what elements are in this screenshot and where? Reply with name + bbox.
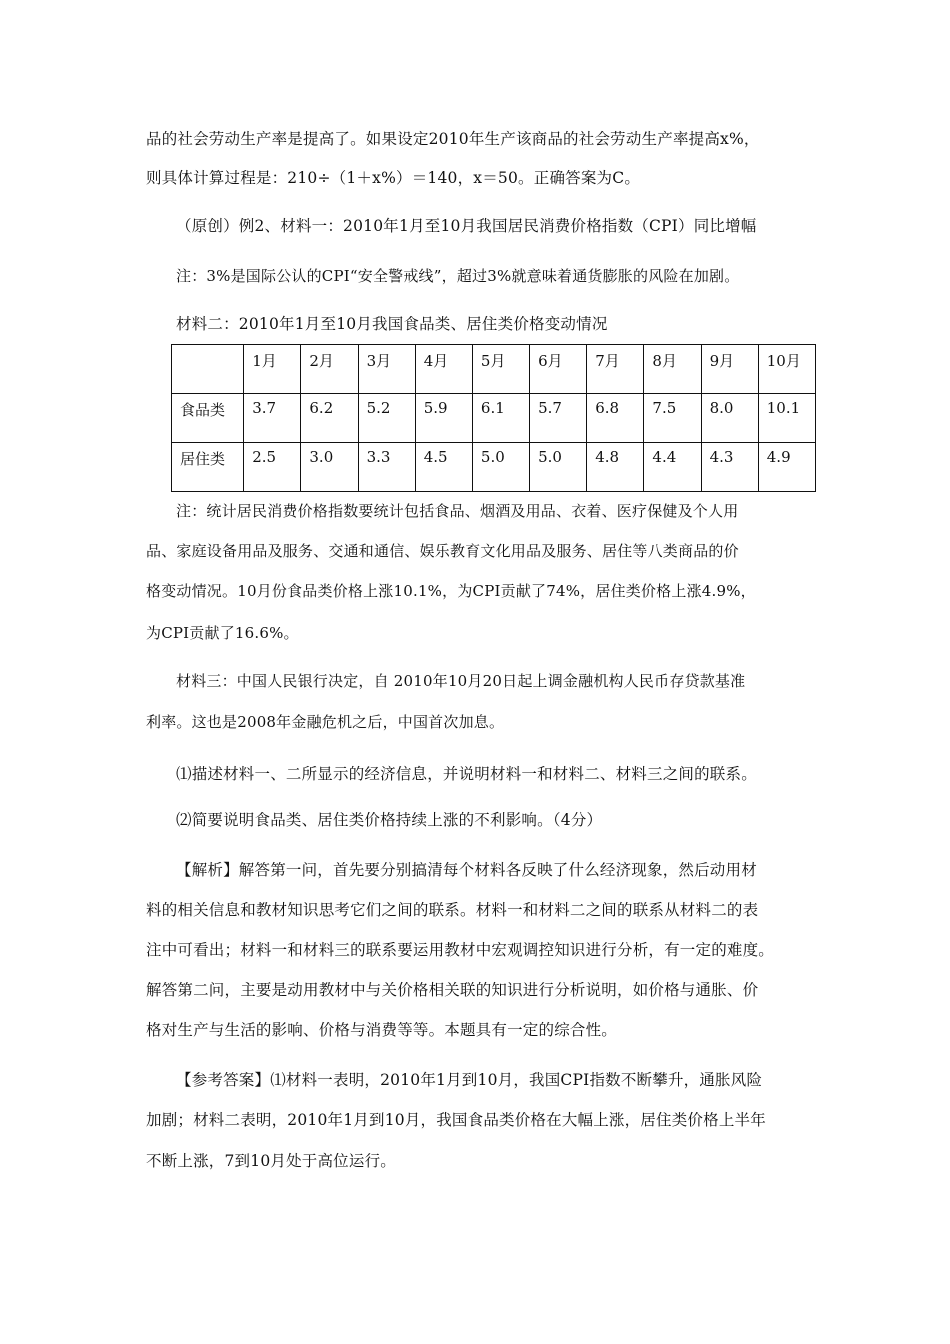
month-header: 10月 — [758, 345, 815, 394]
month-header: 3月 — [358, 345, 415, 394]
table-cell: 10.1 — [758, 394, 815, 443]
material2-title: 材料二：2010年1月至10月我国食品类、居住类价格变动情况 — [176, 315, 608, 333]
table-corner-cell — [172, 345, 244, 394]
paragraph-line: 品、家庭设备用品及服务、交通和通信、娱乐教育文化用品及服务、居住等八类商品的价 — [146, 542, 739, 560]
table-cell: 4.5 — [415, 443, 472, 492]
month-header: 9月 — [701, 345, 758, 394]
table-cell: 2.5 — [244, 443, 301, 492]
table-cell: 6.1 — [472, 394, 529, 443]
month-header: 8月 — [644, 345, 701, 394]
table-cell: 5.9 — [415, 394, 472, 443]
table-cell: 7.5 — [644, 394, 701, 443]
row-label-housing: 居住类 — [172, 443, 244, 492]
paragraph-line: 为CPI贡献了16.6%。 — [146, 624, 299, 642]
price-table — [171, 344, 816, 492]
paragraph-line: 品的社会劳动生产率是提高了。如果设定2010年生产该商品的社会劳动生产率提高x%， — [146, 130, 760, 148]
table-cell: 4.8 — [587, 443, 644, 492]
table-cell: 8.0 — [701, 394, 758, 443]
table-cell: 4.9 — [758, 443, 815, 492]
example-title: （原创）例2、材料一：2010年1月至10月我国居民消费价格指数（CPI）同比增幅 — [176, 217, 757, 235]
note-cpi: 注：3%是国际公认的CPI“安全警戒线”，超过3%就意味着通货膨胀的风险在加剧。 — [176, 267, 740, 285]
table-row-housing — [172, 443, 816, 492]
table-row-food — [172, 394, 816, 443]
table-cell: 4.4 — [644, 443, 701, 492]
row-label-food: 食品类 — [172, 394, 244, 443]
question-1: ⑴描述材料一、二所显示的经济信息，并说明材料一和材料二、材料三之间的联系。 — [176, 765, 757, 783]
analysis-paragraph: 【解析】解答第一问，首先要分别搞清每个材料各反映了什么经济现象，然后动用材 — [176, 861, 757, 879]
table-cell: 5.7 — [530, 394, 587, 443]
month-header: 2月 — [301, 345, 358, 394]
table-cell: 6.2 — [301, 394, 358, 443]
note-statistics: 注：统计居民消费价格指数要统计包括食品、烟酒及用品、衣着、医疗保健及个人用 — [176, 502, 739, 520]
paragraph-line: 利率。这也是2008年金融危机之后，中国首次加息。 — [146, 713, 505, 731]
answer-paragraph: 【参考答案】⑴材料一表明，2010年1月到10月，我国CPI指数不断攀升，通胀风险 — [176, 1071, 763, 1089]
question-2: ⑵简要说明食品类、居住类价格持续上涨的不利影响。（4分） — [176, 811, 603, 829]
table-cell: 6.8 — [587, 394, 644, 443]
paragraph-line: 加剧；材料二表明，2010年1月到10月，我国食品类价格在大幅上涨，居住类价格上半年 — [146, 1111, 766, 1129]
paragraph-line: 格变动情况。10月份食品类价格上涨10.1%，为CPI贡献了74%，居住类价格上涨4.9%， — [146, 582, 756, 600]
table-cell: 3.7 — [244, 394, 301, 443]
table-header-row — [172, 345, 816, 394]
month-header: 1月 — [244, 345, 301, 394]
paragraph-line: 则具体计算过程是：210÷（1＋x%）＝140，x＝50。正确答案为C。 — [146, 169, 641, 187]
month-header: 7月 — [587, 345, 644, 394]
material3: 材料三：中国人民银行决定，自 2010年10月20日起上调金融机构人民币存贷款基准 — [176, 672, 746, 690]
paragraph-line: 格对生产与生活的影响、价格与消费等等。本题具有一定的综合性。 — [146, 1021, 618, 1039]
table-cell: 4.3 — [701, 443, 758, 492]
table-cell: 3.3 — [358, 443, 415, 492]
month-header: 4月 — [415, 345, 472, 394]
table-cell: 5.0 — [472, 443, 529, 492]
table-cell: 3.0 — [301, 443, 358, 492]
table-cell: 5.0 — [530, 443, 587, 492]
paragraph-line: 解答第二问，主要是动用教材中与关价格相关联的知识进行分析说明，如价格与通胀、价 — [146, 981, 759, 999]
month-header: 5月 — [472, 345, 529, 394]
paragraph-line: 注中可看出；材料一和材料三的联系要运用教材中宏观调控知识进行分析，有一定的难度。 — [146, 941, 775, 959]
paragraph-line: 料的相关信息和教材知识思考它们之间的联系。材料一和材料二之间的联系从材料二的表 — [146, 901, 759, 919]
paragraph-line: 不断上涨，7到10月处于高位运行。 — [146, 1152, 396, 1170]
table-cell: 5.2 — [358, 394, 415, 443]
month-header: 6月 — [530, 345, 587, 394]
